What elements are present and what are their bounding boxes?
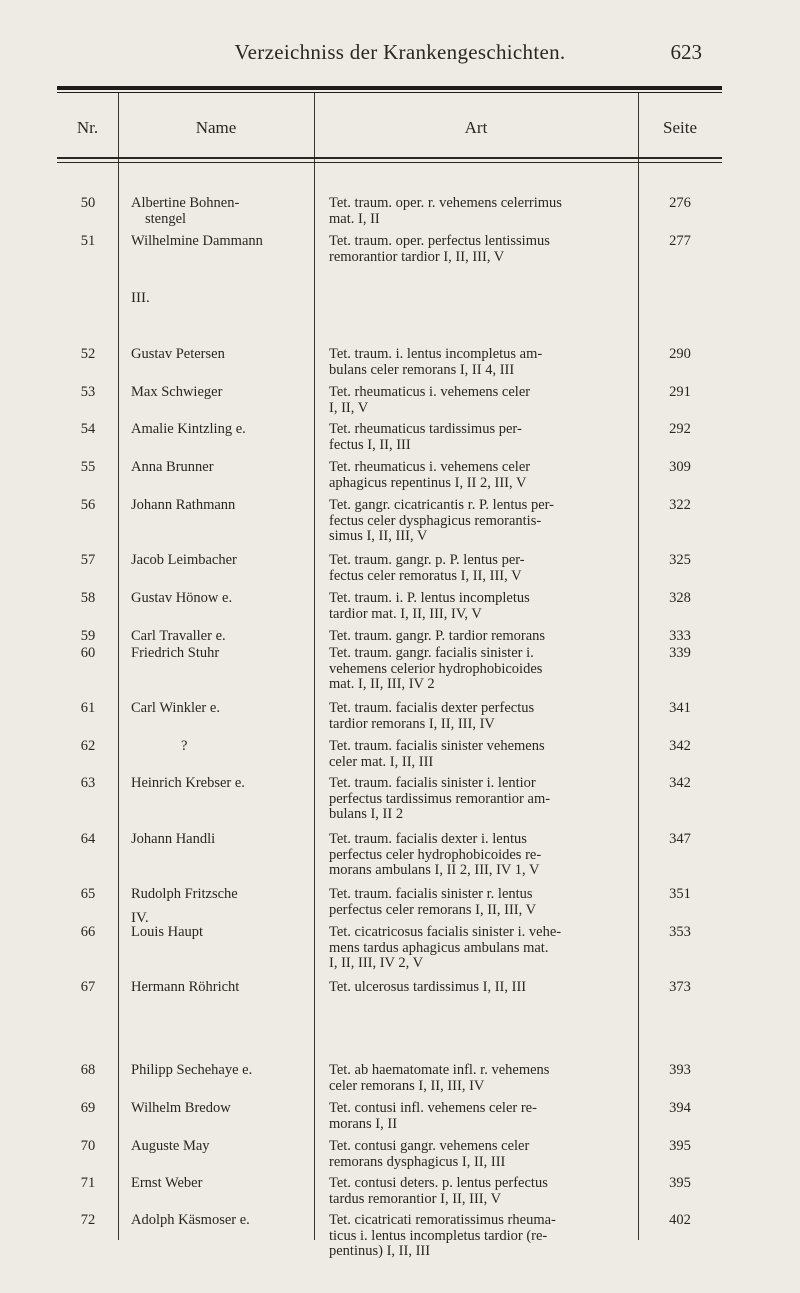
row-name: Heinrich Krebser e.: [131, 775, 245, 791]
row-seite: 347: [669, 831, 691, 847]
row-art: Tet. traum. oper. r. vehemens celerrimus mat. I, II: [329, 195, 562, 227]
row-art: Tet. ab haematomate infl. r. vehemens celer remorans I, II, III, IV: [329, 1062, 550, 1094]
section-heading-iii: III.: [131, 290, 150, 306]
row-art: Tet. cicatricati remoratissimus rheuma- ticus i. lentus incompletus tardior (re- pentinus) I, II, III: [329, 1212, 556, 1259]
page-header: [0, 40, 800, 70]
row-nr: 69: [80, 1100, 96, 1116]
row-name: Albertine Bohnen- stengel: [131, 195, 240, 227]
row-name: Louis Haupt: [131, 924, 204, 940]
column-divider-name: [314, 93, 315, 1240]
row-seite: 395: [669, 1175, 691, 1191]
row-art: Tet. rheumaticus i. vehemens celer aphagicus repentinus I, II 2, III, V: [329, 459, 531, 491]
row-seite: 290: [669, 346, 691, 362]
row-seite: 292: [669, 421, 691, 437]
column-header-seite: Seite: [663, 118, 697, 137]
row-art: Tet. traum. gangr. P. tardior remorans: [329, 628, 546, 644]
column-divider-nr: [118, 93, 119, 1240]
row-seite: 351: [669, 886, 691, 902]
row-nr: 55: [80, 459, 96, 475]
row-seite: 395: [669, 1138, 691, 1154]
row-nr: 53: [80, 384, 96, 400]
row-nr: 70: [80, 1138, 96, 1154]
row-seite: 393: [669, 1062, 691, 1078]
row-seite: 353: [669, 924, 691, 940]
row-name: Gustav Hönow e.: [131, 590, 233, 606]
row-seite: 394: [669, 1100, 691, 1116]
row-name: Gustav Petersen: [131, 346, 225, 362]
row-nr: 57: [80, 552, 96, 568]
row-nr: 65: [80, 886, 96, 902]
row-name: Hermann Röhricht: [131, 979, 240, 995]
row-name: Max Schwieger: [131, 384, 223, 400]
row-seite: 309: [669, 459, 691, 475]
row-art: Tet. gangr. cicatricantis r. P. lentus per- fectus celer dysphagicus remorantis- simus I, II, III, V: [329, 497, 554, 544]
row-nr: 51: [80, 233, 96, 249]
row-name: Jacob Leimbacher: [131, 552, 237, 568]
top-rule-thick: [57, 86, 722, 90]
row-art: Tet. contusi deters. p. lentus perfectus tardus remorantior I, II, III, V: [329, 1175, 548, 1207]
row-seite: 342: [669, 775, 691, 791]
row-art: Tet. rheumaticus i. vehemens celer I, II, V: [329, 384, 531, 416]
row-nr: 67: [80, 979, 96, 995]
column-header-art: Art: [464, 118, 488, 137]
row-name: Ernst Weber: [131, 1175, 203, 1191]
row-name: Friedrich Stuhr: [131, 645, 220, 661]
row-name: Carl Travaller e.: [131, 628, 226, 644]
row-art: Tet. traum. i. lentus incompletus am- bulans celer remorans I, II 4, III: [329, 346, 543, 378]
row-nr: 63: [80, 775, 96, 791]
row-name: Philipp Sechehaye e.: [131, 1062, 253, 1078]
row-art: Tet. contusi infl. vehemens celer re- morans I, II: [329, 1100, 537, 1132]
row-nr: 66: [80, 924, 96, 940]
row-nr: 60: [80, 645, 96, 661]
row-seite: 322: [669, 497, 691, 513]
row-seite: 373: [669, 979, 691, 995]
row-name: Wilhelmine Dammann: [131, 233, 263, 249]
row-seite: 341: [669, 700, 691, 716]
row-nr: 72: [80, 1212, 96, 1228]
row-nr: 54: [80, 421, 96, 437]
row-art: Tet. cicatricosus facialis sinister i. vehe- mens tardus aphagicus ambulans mat. I, II, III, IV 2, V: [329, 924, 562, 971]
section-heading-iv: IV.: [131, 910, 149, 926]
row-seite: 277: [669, 233, 691, 249]
row-nr: 50: [80, 195, 96, 211]
row-seite: 291: [669, 384, 691, 400]
row-seite: 276: [669, 195, 691, 211]
top-rule-thin: [57, 92, 722, 93]
row-name: Rudolph Fritzsche: [131, 886, 238, 902]
row-nr: 58: [80, 590, 96, 606]
row-seite: 342: [669, 738, 691, 754]
row-art: Tet. contusi gangr. vehemens celer remorans dysphagicus I, II, III: [329, 1138, 530, 1170]
header-rule-thin: [57, 162, 722, 163]
row-nr: 56: [80, 497, 96, 513]
row-nr: 61: [80, 700, 96, 716]
row-art: Tet. traum. facialis sinister r. lentus perfectus celer remorans I, II, III, V: [329, 886, 537, 918]
row-art: Tet. traum. facialis dexter i. lentus perfectus celer hydrophobicoides re- morans ambulans I, II 2, III, IV 1, V: [329, 831, 542, 878]
row-name: Johann Rathmann: [131, 497, 236, 513]
row-art: Tet. traum. facialis dexter perfectus tardior remorans I, II, III, IV: [329, 700, 535, 732]
running-title: Verzeichniss der Krankengeschichten.: [234, 40, 566, 64]
row-nr: 59: [80, 628, 96, 644]
row-name: Auguste May: [131, 1138, 210, 1154]
row-nr: 52: [80, 346, 96, 362]
row-art: Tet. traum. oper. perfectus lentissimus remorantior tardior I, II, III, V: [329, 233, 550, 265]
row-name: Wilhelm Bredow: [131, 1100, 231, 1116]
header-rule: [57, 157, 722, 159]
page-number: 623: [670, 40, 702, 64]
row-name: Carl Winkler e.: [131, 700, 220, 716]
row-seite: 328: [669, 590, 691, 606]
row-nr: 64: [80, 831, 96, 847]
row-seite: 325: [669, 552, 691, 568]
row-nr: 71: [80, 1175, 96, 1191]
row-art: Tet. rheumaticus tardissimus per- fectus I, II, III: [329, 421, 522, 453]
row-name: Anna Brunner: [131, 459, 214, 475]
row-art: Tet. traum. gangr. p. P. lentus per- fectus celer remoratus I, II, III, V: [329, 552, 525, 584]
row-name: Amalie Kintzling e.: [131, 421, 246, 437]
row-seite: 339: [669, 645, 691, 661]
row-art: Tet. traum. facialis sinister i. lentior perfectus tardissimus remorantior am- bulans I, II 2: [329, 775, 551, 822]
row-art: Tet. traum. gangr. facialis sinister i. vehemens celerior hydrophobicoides mat. I, II, III, IV 2: [329, 645, 543, 692]
row-seite: 402: [669, 1212, 691, 1228]
column-header-name: Name: [195, 118, 237, 137]
column-divider-art: [638, 93, 639, 1240]
row-art: Tet. traum. facialis sinister vehemens celer mat. I, II, III: [329, 738, 545, 770]
row-art: Tet. ulcerosus tardissimus I, II, III: [329, 979, 527, 995]
row-name: Johann Handli: [131, 831, 216, 847]
row-name: ?: [181, 738, 188, 754]
row-nr: 62: [80, 738, 96, 754]
row-art: Tet. traum. i. P. lentus incompletus tardior mat. I, II, III, IV, V: [329, 590, 530, 622]
column-header-nr: Nr.: [76, 118, 99, 137]
row-name: Adolph Käsmoser e.: [131, 1212, 250, 1228]
row-nr: 68: [80, 1062, 96, 1078]
row-seite: 333: [669, 628, 691, 644]
